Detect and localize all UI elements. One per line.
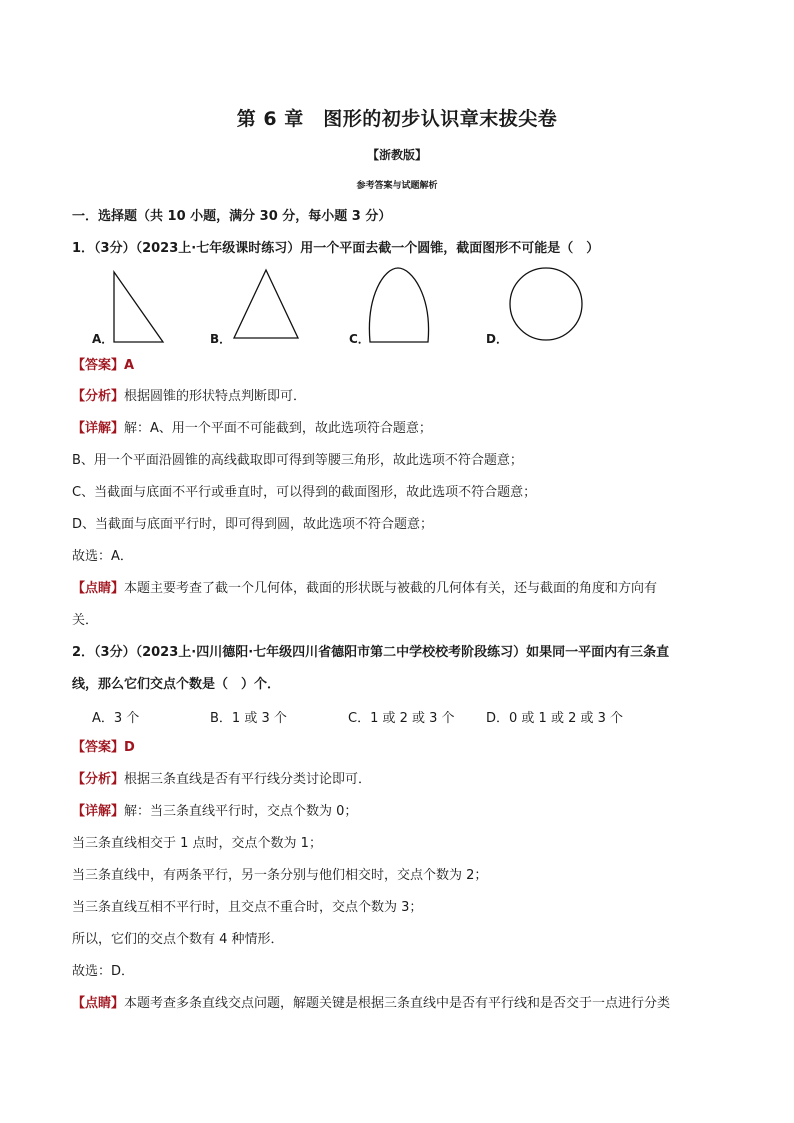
q2-stem-continued: 线，那么它们交点个数是（ ）个． [72, 677, 281, 692]
q1-comment: 【点睛】本题主要考查了截一个几何体，截面的形状既与被截的几何体有关，还与截面的角度和方向有 [72, 581, 658, 596]
circle-figure [506, 266, 586, 342]
q1-answer: 【答案】A [72, 358, 135, 373]
q2-stem: 2．（3分）（2023上·四川德阳·七年级四川省德阳市第二中学校校考阶段练习）如果同一平面内有三条直 [72, 645, 670, 660]
q1-stem: 1．（3分）（2023上·七年级课时练习）用一个平面去截一个圆锥，截面图形不可能是（ ） [72, 241, 600, 256]
q2-choices [92, 707, 712, 725]
isosceles-triangle-figure [230, 266, 302, 344]
q1-option-c-label: C． [349, 332, 370, 346]
q2-choice-d: D．0 或 1 或 2 或 3 个 [486, 711, 624, 726]
q2-detail-line: 所以，它们的交点个数有 4 种情形． [72, 932, 284, 947]
q2-detail-line: 当三条直线互相不平行时，且交点不重合时，交点个数为 3； [72, 900, 423, 915]
section-heading: 一．选择题（共 10 小题，满分 30 分，每小题 3 分） [72, 209, 392, 224]
q2-analysis: 【分析】根据三条直线是否有平行线分类讨论即可． [72, 772, 372, 787]
q1-option-figures [72, 266, 692, 350]
q1-detail-line: B、用一个平面沿圆锥的高线截取即可得到等腰三角形，故此选项不符合题意； [72, 453, 523, 468]
q1-analysis: 【分析】根据圆锥的形状特点判断即可． [72, 389, 307, 404]
q2-detail-line: 当三条直线相交于 1 点时，交点个数为 1； [72, 836, 322, 851]
q1-comment-continued: 关． [72, 613, 99, 628]
q1-conclusion: 故选：A． [72, 549, 133, 564]
parabola-section-figure [364, 266, 436, 346]
q1-detail-line: D、当截面与底面平行时，即可得到圆，故此选项不符合题意； [72, 517, 434, 532]
edition-label: 【浙教版】 [366, 148, 427, 162]
q1-option-d-label: D． [486, 332, 508, 346]
q1-detail-line: 【详解】解：A、用一个平面不可能截到，故此选项符合题意； [72, 421, 432, 436]
q1-option-a-label: A． [92, 332, 114, 346]
q2-choice-b: B．1 或 3 个 [210, 711, 287, 726]
q1-detail-line: C、当截面与底面不平行或垂直时，可以得到的截面图形，故此选项不符合题意； [72, 485, 537, 500]
q2-comment: 【点睛】本题考查多条直线交点问题，解题关键是根据三条直线中是否有平行线和是否交于一点进行分类 [72, 996, 671, 1011]
q1-option-b-label: B． [210, 332, 232, 346]
q2-detail-line: 当三条直线中，有两条平行，另一条分别与他们相交时，交点个数为 2； [72, 868, 488, 883]
q2-detail-line: 【详解】解：当三条直线平行时，交点个数为 0； [72, 804, 358, 819]
right-triangle-figure [110, 270, 166, 344]
q2-conclusion: 故选：D． [72, 964, 135, 979]
q2-answer: 【答案】D [72, 740, 135, 755]
q2-choice-c: C．1 或 2 或 3 个 [348, 711, 455, 726]
q2-choice-a: A．3 个 [92, 711, 140, 726]
page-title: 第 6 章 图形的初步认识章末拔尖卷 [236, 108, 558, 130]
subtitle: 参考答案与试题解析 [356, 181, 438, 191]
